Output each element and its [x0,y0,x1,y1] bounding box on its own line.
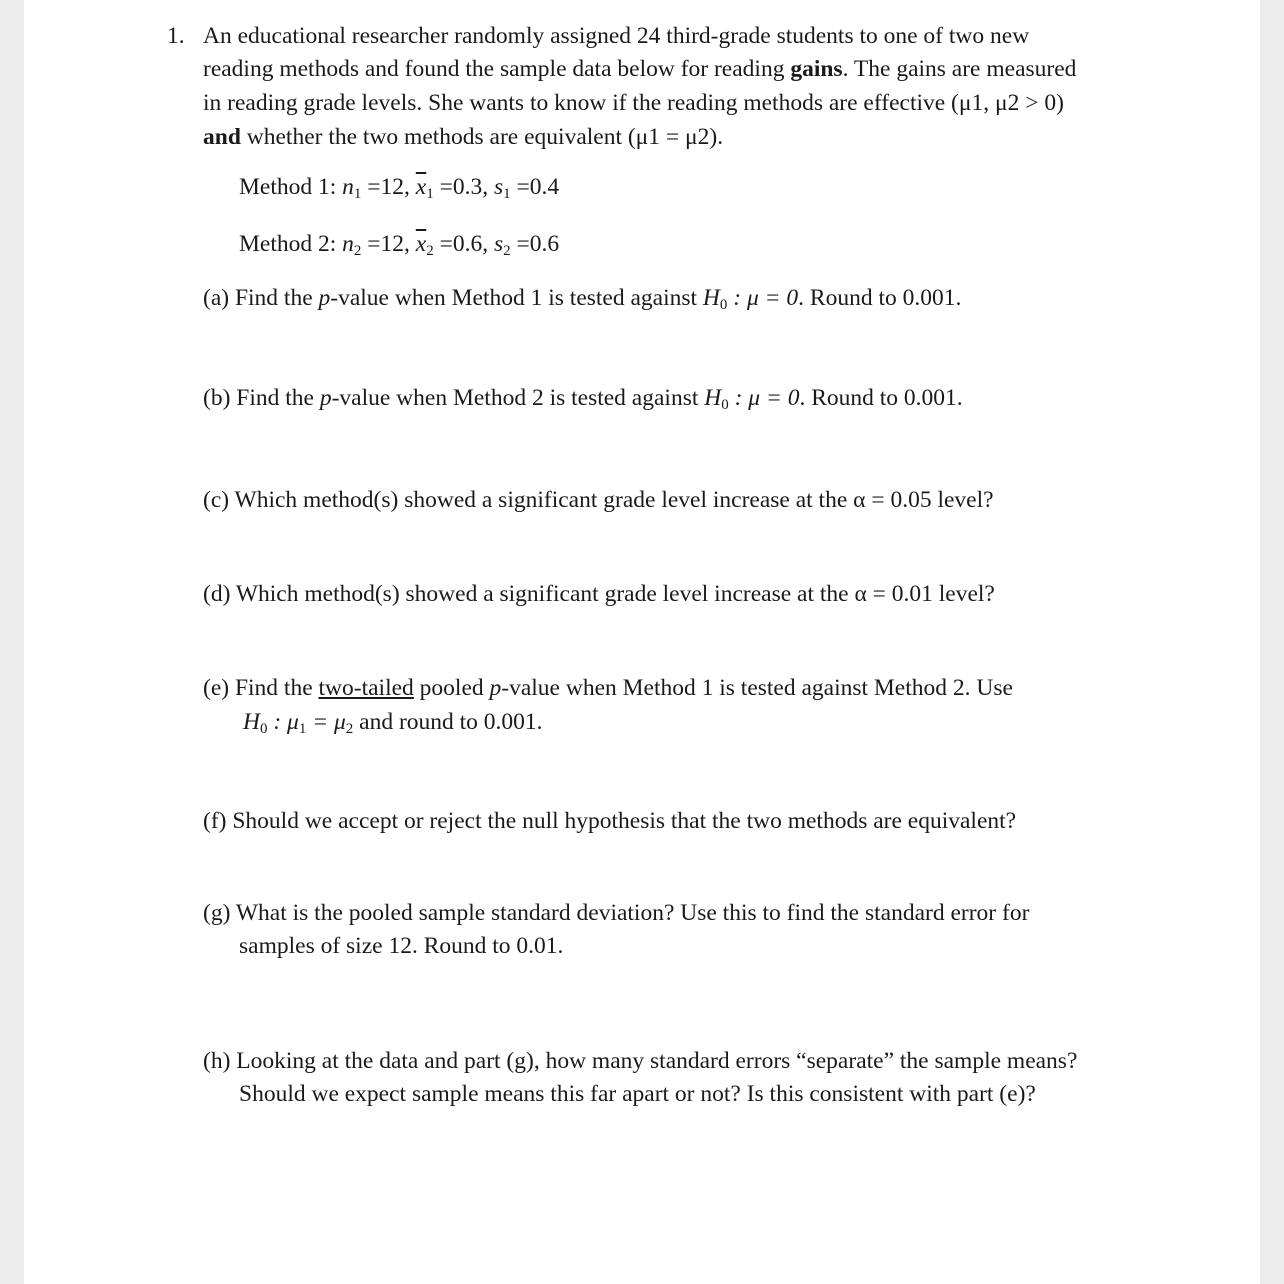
part-e-end: -value when Method 1 is tested against Method 2. Use [501,675,1013,701]
and-bold: and [203,124,241,150]
part-e-h-sub: 0 [259,721,268,737]
part-b-equation: : μ = 0 [728,385,800,411]
part-e-mu1: : μ [267,709,299,735]
part-g-line-2: samples of size 12. Round to 0.01. [239,933,564,959]
method-2-s-value: =0.6 [510,231,560,257]
part-b-h-sub: 0 [721,397,729,413]
gains-bold: gains [790,56,843,82]
part-b-h: H [704,385,722,411]
intro-line-4-text: whether the two methods are equivalent (μ1 = μ2). [240,124,724,150]
part-c: (c) Which method(s) showed a significant grade level increase at the α = 0.05 level? [203,487,994,513]
method-2-x-sub: 2 [426,243,434,259]
intro-line-1: An educational researcher randomly assigned 24 third-grade students to one of two new [203,23,1030,49]
method-2-n-value: =12, [361,231,416,257]
method-2-s-sub: 2 [503,243,511,259]
method-1-n-value: =12, [361,174,416,200]
method-2-s: s [493,231,504,257]
left-page-edge [0,0,24,1284]
method-1-s-value: =0.4 [510,174,560,200]
part-e-mid: pooled [413,675,490,701]
method-1-s: s [493,174,504,200]
method-2-x-value: =0.6, [433,231,494,257]
part-b-p: p [319,385,332,411]
part-e-mu1-sub: 1 [298,721,307,737]
two-tailed-underlined: two-tailed [318,675,414,701]
part-e [203,671,1013,705]
intro-line-2-end: . The gains are measured [842,56,1077,82]
method-2-n-sub: 2 [353,243,362,259]
method-1-s-sub: 1 [503,186,511,202]
part-e-mu2-sub: 2 [345,721,354,737]
method-1-n: n [342,174,354,200]
part-h-line-1: (h) Looking at the data and part (g), how many standard errors “separate” the sample means? [203,1048,1078,1074]
method-1-data [239,170,559,204]
part-e-text: (e) Find the [203,675,319,701]
part-b-end: . Round to 0.001. [799,385,963,411]
method-2-data [239,227,559,261]
intro-line-4 [203,120,723,154]
part-e-h: H [243,709,260,735]
document-page [24,0,1260,1284]
method-1-xbar: $\overline{x}$ [415,174,427,200]
method-2-label: Method 2: [239,231,343,257]
part-a-text: (a) Find the [203,285,319,311]
part-a-h-sub: 0 [719,297,728,313]
part-a-mid: -value when Method 1 is tested against [330,285,703,311]
part-a-h: H [702,285,720,311]
method-1-label: Method 1: [239,174,343,200]
part-e-mu2: = μ [306,709,346,735]
problem-number: 1. [167,23,185,49]
method-2-n: n [342,231,354,257]
part-h-line-2: Should we expect sample means this far apart or not? Is this consistent with part (e)? [239,1081,1036,1107]
part-e-p: p [489,675,502,701]
part-a-equation: : μ = 0 [727,285,799,311]
part-b [203,381,963,415]
part-e-line-2-end: and round to 0.001. [353,709,543,735]
method-1-x-value: =0.3, [433,174,494,200]
right-page-edge [1260,0,1284,1284]
part-b-mid: -value when Method 2 is tested against [331,385,705,411]
method-1-x-sub: 1 [426,186,434,202]
part-a-end: . Round to 0.001. [798,285,962,311]
part-b-text: (b) Find the [203,385,320,411]
part-d: (d) Which method(s) showed a significant grade level increase at the α = 0.01 level? [203,581,995,607]
part-f: (f) Should we accept or reject the null hypothesis that the two methods are equivalent? [203,808,1017,834]
intro-line-2 [203,52,1076,86]
part-a-p: p [318,285,331,311]
part-a [203,281,961,315]
part-g-line-1: (g) What is the pooled sample standard deviation? Use this to find the standard error for [203,900,1030,926]
method-2-xbar: $\overline{x}$ [415,231,427,257]
method-1-n-sub: 1 [353,186,362,202]
part-e-line-2 [243,705,543,739]
intro-line-2-text: reading methods and found the sample data below for reading [203,56,791,82]
intro-line-3: in reading grade levels. She wants to know if the reading methods are effective (μ1, μ2 > 0) [203,90,1064,116]
